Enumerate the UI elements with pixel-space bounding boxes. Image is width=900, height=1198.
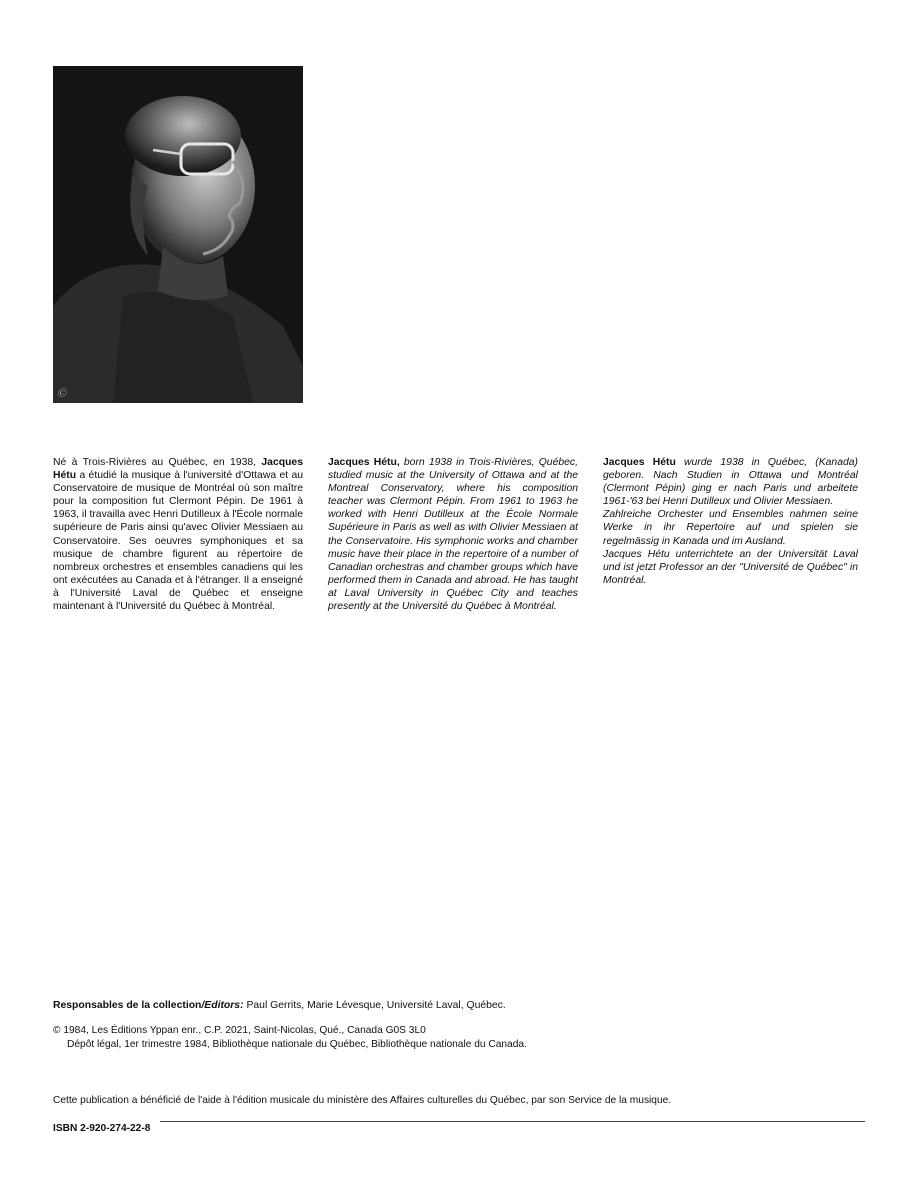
bio-de-para1: wurde 1938 in Québec, (Kanada) geboren. Nach Studien in Ottawa und Montréal (Clermont Pépin) ging er nach Paris und arbeitete 1961-'63 bei Henri Dutilleux und Olivier Messiaen. (603, 457, 858, 508)
bio-fr-text: a étudié la musique à l'université d'Ottawa et au Conservatoire de musique de Montréal où son maître pour la composition fut Clermont Pépin. De 1961 à 1963, il travailla avec Henri Dutilleux à l'École normale supérieure de Paris ainsi qu'avec Olivier Messiaen au Conservatoire. Ses oeuvres symphoniques et sa musique de chambre figurent au répertoire de nombreux orchestres et ensembles canadiens qui les ont exécutées au Canada et à l'étranger. Il a enseigné à l'Université Laval de Québec et enseigne maintenant à l'Université du Québec à Montréal. (53, 470, 303, 613)
svg-text:Ⓒ: Ⓒ (57, 388, 67, 398)
bio-de-para2: Zahlreiche Orchester und Ensembles nahmen seine Werke in ihr Repertoire auf und spielen sie regelmässig in Kanada und im Ausland. (603, 509, 858, 547)
editors-label-en: /Editors: (201, 1000, 244, 1011)
divider-rule (160, 1121, 865, 1122)
bio-fr-name: Jacques Hétu (53, 457, 303, 482)
biography-french (53, 456, 303, 613)
isbn: ISBN 2-920-274-22-8 (53, 1123, 151, 1134)
portrait-photo (53, 66, 303, 403)
legal-deposit-line: Dépôt légal, 1er trimestre 1984, Bibliothèque nationale du Québec, Bibliothèque nationale du Canada. (67, 1039, 527, 1050)
bio-en-text: born 1938 in Trois-Rivières, Québec, studied music at the University of Ottawa and at the Montreal Conservatory, where his composition teacher was Clermont Pépin. From 1961 to 1963 he worked with Henri Dutilleux at the École Normale Supérieure in Paris as well as with Olivier Messiaen at the Conservatoire. His symphonic works and chamber music have their place in the repertoire of a number of Canadian orchestras and chamber groups which have performed them in Canada and abroad. He has taught at Laval University in Québec City and teaches presently at the Université du Québec à Montréal. (328, 457, 579, 613)
biography-german (603, 456, 858, 587)
editors-names: Paul Gerrits, Marie Lévesque, Université Laval, Québec. (246, 1000, 506, 1011)
copyright-block (53, 1024, 527, 1052)
editors-label-fr: Responsables de la collection (53, 1000, 202, 1011)
bio-de-para3: Jacques Hétu unterrichtete an der Universität Laval und ist jetzt Professor an der "Université de Québec" in Montréal. (603, 548, 858, 586)
editors-line (53, 1000, 506, 1011)
copyright-line: © 1984, Les Éditions Yppan enr., C.P. 2021, Saint-Nicolas, Qué., Canada G0S 3L0 (53, 1025, 426, 1036)
support-notice: Cette publication a bénéficié de l'aide à l'édition musicale du ministère des Affaires culturelles du Québec, par son Service de la musique. (53, 1095, 672, 1106)
bio-de-name: Jacques Hétu (603, 457, 676, 468)
biography-english (328, 456, 578, 613)
bio-en-name: Jacques Hétu, (328, 457, 400, 468)
portrait-illustration (53, 66, 303, 403)
bio-fr-intro: Né à Trois-Rivières au Québec, en 1938, (53, 457, 257, 468)
